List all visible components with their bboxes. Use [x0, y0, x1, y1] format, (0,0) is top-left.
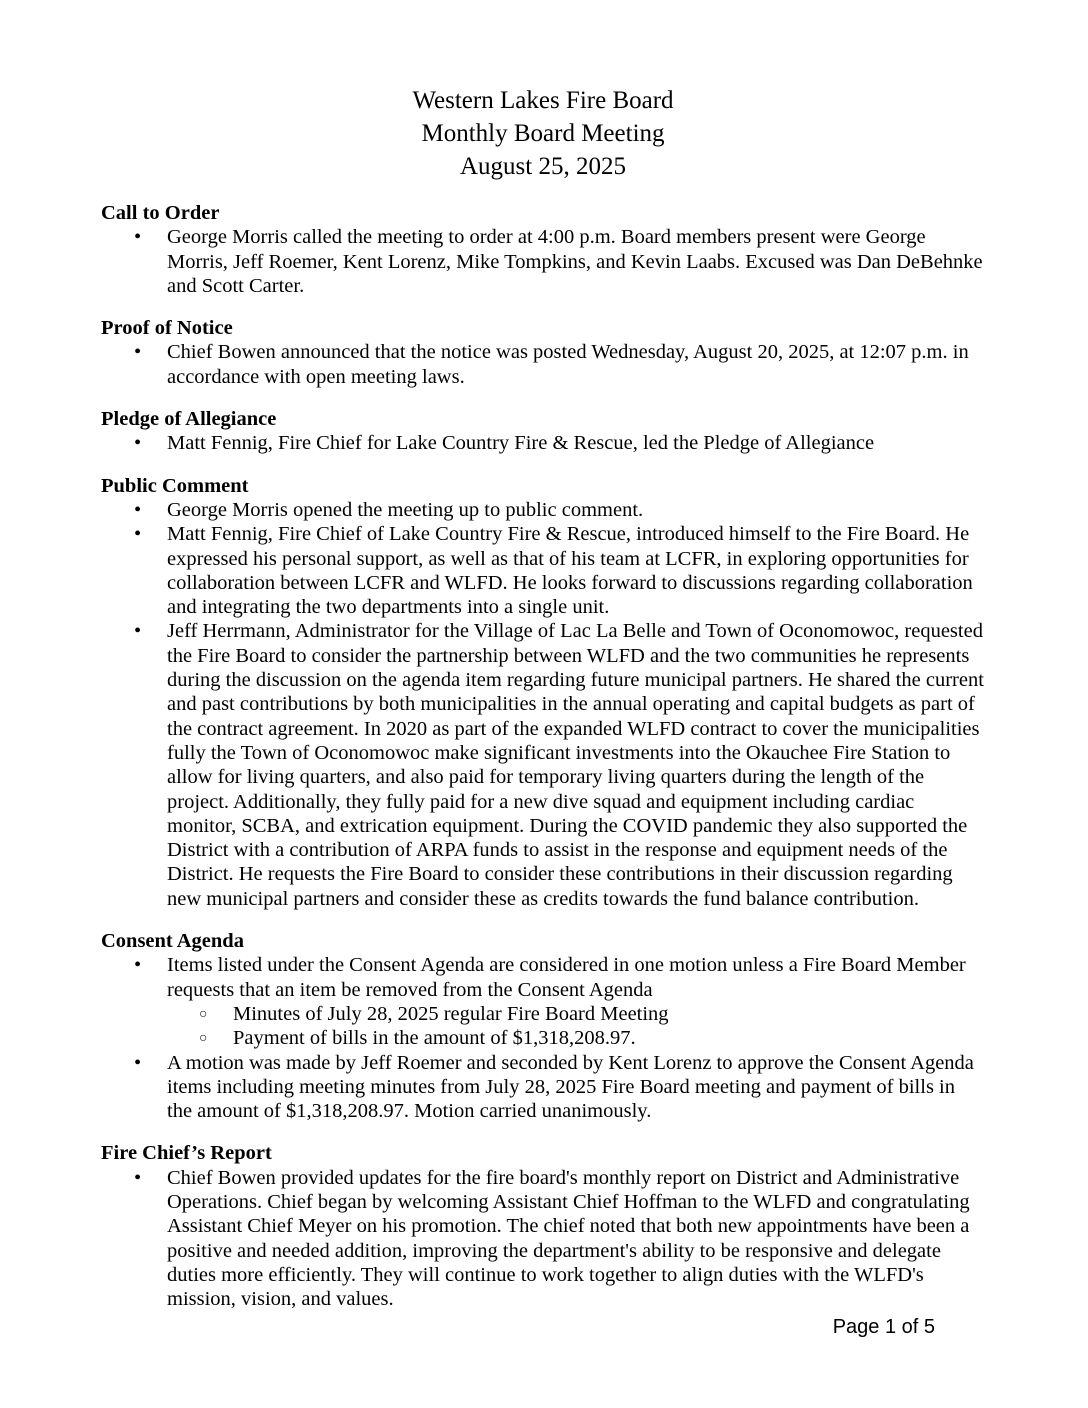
bullet-text: Items listed under the Consent Agenda are considered in one motion unless a Fire Board Member requests that an item be removed from the Consent Agenda [167, 954, 966, 1001]
sub-bullet-text: Minutes of July 28, 2025 regular Fire Board Meeting [233, 1002, 669, 1025]
bullet-text: George Morris opened the meeting up to public comment. [167, 498, 644, 521]
section-proof-of-notice [101, 316, 985, 389]
bullet-item [101, 1166, 985, 1312]
title-block [101, 84, 985, 183]
section-consent-agenda [101, 929, 985, 1123]
bullet-text: Chief Bowen provided updates for the fire board's monthly report on District and Administrative Operations. Chief began by welcoming Assistant Chief Hoffman to the WLFD and congratulating Assistant Chief Meyer on his promotion. The chief noted that both new appointments have been a positive and needed addition, improving the department's ability to be responsive and delegate duties more efficiently. They will continue to work together to align duties with the WLFD's mission, vision, and values. [167, 1166, 970, 1311]
section-heading: Proof of Notice [101, 317, 233, 340]
bullet-item [101, 522, 985, 619]
bullet-list [101, 225, 985, 298]
bullet-item [101, 431, 985, 455]
bullet-item [101, 225, 985, 298]
bullet-item [101, 619, 985, 911]
page-number: Page 1 of 5 [832, 1316, 935, 1338]
section-fire-chiefs-report [101, 1141, 985, 1311]
section-heading: Pledge of Allegiance [101, 408, 277, 431]
bullet-text: Chief Bowen announced that the notice was posted Wednesday, August 20, 2025, at 12:07 p.m. in accordance with open meeting laws. [167, 341, 969, 388]
section-heading: Call to Order [101, 202, 220, 224]
section-pledge-of-allegiance [101, 407, 985, 456]
bullet-text: A motion was made by Jeff Roemer and seconded by Kent Lorenz to approve the Consent Agenda items including meeting minutes from July 28, 2025 Fire Board meeting and payment of bills in the amount of $1,318,208.97. Motion carried unanimously. [167, 1051, 974, 1123]
bullet-list [101, 953, 985, 1123]
bullet-item [101, 340, 985, 389]
bullet-list [101, 498, 985, 911]
sub-bullet-text: Payment of bills in the amount of $1,318,208.97. [233, 1027, 636, 1050]
bullet-list [101, 1166, 985, 1312]
sub-bullet-item [167, 1002, 985, 1026]
document-subtitle: Monthly Board Meeting [421, 120, 665, 147]
sub-bullet-list [167, 1002, 985, 1051]
bullet-item [101, 953, 985, 1050]
bullet-list [101, 340, 985, 389]
section-public-comment [101, 474, 985, 911]
bullet-text: Matt Fennig, Fire Chief for Lake Country Fire & Rescue, led the Pledge of Allegiance [167, 432, 875, 455]
bullet-text: Matt Fennig, Fire Chief of Lake Country Fire & Rescue, introduced himself to the Fire Board. He expressed his personal support, as well as that of his team at LCFR, in exploring opportunities for collaboration between LCFR and WLFD. He looks forward to discussions regarding collaboration and integrating the two departments into a single unit. [167, 523, 973, 619]
section-heading: Public Comment [101, 474, 249, 497]
bullet-list [101, 431, 985, 455]
bullet-item [101, 1051, 985, 1124]
bullet-text: Jeff Herrmann, Administrator for the Village of Lac La Belle and Town of Oconomowoc, requested the Fire Board to consider the partnership between WLFD and the two communities he represents during the discussion on the agenda item regarding future municipal partners. He shared the current and past contributions by both municipalities in the annual operating and capital budgets as part of the contract agreement. In 2020 as part of the expanded WLFD contract to cover the municipalities fully the Town of Oconomowoc make significant investments into the Okauchee Fire Station to allow for living quarters, and also paid for temporary living quarters during the length of the project. Additionally, they fully paid for a new dive squad and equipment including cardiac monitor, SCBA, and extrication equipment. During the COVID pandemic they also supported the District with a contribution of ARPA funds to assist in the response and equipment needs of the District. He requests the Fire Board to consider these contributions in their discussion regarding new municipal partners and consider these as credits towards the fund balance contribution. [167, 620, 984, 910]
section-call-to-order [101, 201, 985, 298]
bullet-item [101, 498, 985, 522]
bullet-text: George Morris called the meeting to order at 4:00 p.m. Board members present were George Morris, Jeff Roemer, Kent Lorenz, Mike Tompkins, and Kevin Laabs. Excused was Dan DeBehnke and Scott Carter. [167, 226, 983, 297]
document-title: Western Lakes Fire Board [412, 87, 674, 114]
section-heading: Fire Chief’s Report [101, 1142, 272, 1165]
sub-bullet-item [167, 1026, 985, 1050]
section-heading: Consent Agenda [101, 930, 244, 953]
document-date: August 25, 2025 [460, 153, 626, 180]
